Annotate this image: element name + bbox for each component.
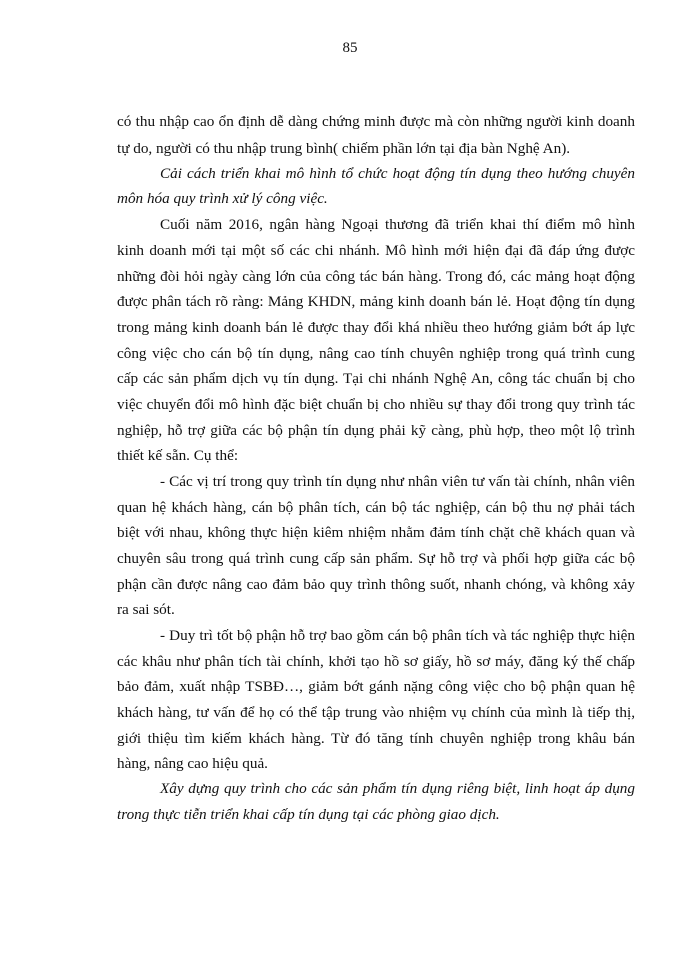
text-line: biệt với nhau, không thực hiện kiêm nhiệm nhằm đảm tính chặt chẽ khách quan và <box>117 524 635 541</box>
text-line: được phân tách rõ ràng: Mảng KHDN, mảng kinh doanh bán lẻ. Hoạt động tín dụng <box>117 293 635 310</box>
text-line: nghiệp, hỗ trợ giữa các bộ phận tín dụng phải kỹ càng, phù hợp, theo một lộ trình <box>117 422 635 439</box>
text-line: những đòi hỏi ngày càng lớn của công tác bán hàng. Trong đó, các mảng hoạt động <box>117 268 635 285</box>
text-line: giới thiệu tìm kiếm khách hàng. Từ đó tăng tính chuyên nghiệp trong khâu bán <box>117 730 635 747</box>
text-line: có thu nhập cao ổn định dễ dàng chứng minh được mà còn những người kinh doanh <box>117 113 635 130</box>
text-line: ra sai sót. <box>117 601 175 618</box>
text-line: bảo đảm, xuất nhập TSBĐ…, giảm bớt gánh nặng công việc cho bộ phận quan hệ <box>117 678 635 695</box>
section-heading-line: trong thực tiễn triển khai cấp tín dụng tại các phòng giao dịch. <box>117 806 500 823</box>
text-line: việc chuyển đổi mô hình đặc biệt chuẩn bị cho nhiều sự thay đổi trong quy trình tác <box>117 396 635 413</box>
text-line: chuyên sâu trong quá trình cung cấp sản phẩm. Sự hỗ trợ và phối hợp giữa các bộ <box>117 550 635 567</box>
text-line: trong mảng kinh doanh bán lẻ được thay đổi khá nhiều theo hướng giảm bớt áp lực <box>117 319 635 336</box>
text-line: - Duy trì tốt bộ phận hỗ trợ bao gồm cán bộ phân tích và tác nghiệp thực hiện <box>160 627 635 644</box>
section-heading-line: Cải cách triển khai mô hình tổ chức hoạt động tín dụng theo hướng chuyên <box>160 165 635 182</box>
text-line: tự do, người có thu nhập trung bình( chiếm phần lớn tại địa bàn Nghệ An). <box>117 140 571 157</box>
text-line: - Các vị trí trong quy trình tín dụng như nhân viên tư vấn tài chính, nhân viên <box>160 473 635 490</box>
text-line: khách hàng, tư vấn để họ có thể tập trung vào nhiệm vụ chính của mình là tiếp thị, <box>117 704 635 721</box>
text-line: phận cần được nâng cao đảm bảo quy trình thông suốt, nhanh chóng, và không xảy <box>117 576 635 593</box>
text-line: hàng, nâng cao hiệu quả. <box>117 755 268 772</box>
section-heading-line: Xây dựng quy trình cho các sản phẩm tín dụng riêng biệt, linh hoạt áp dụng <box>160 780 635 797</box>
text-line: thiết kế sẵn. Cụ thể: <box>117 447 239 464</box>
text-line: Cuối năm 2016, ngân hàng Ngoại thương đã triển khai thí điểm mô hình <box>160 216 635 233</box>
text-line: công việc cho cán bộ tín dụng, nâng cao tính chuyên nghiệp trong quá trình cung <box>117 345 635 362</box>
page-number: 85 <box>342 40 358 56</box>
text-line: các khâu như phân tích tài chính, khởi tạo hồ sơ giấy, hồ sơ máy, đăng ký thế chấp <box>117 653 635 670</box>
text-line: quan hệ khách hàng, cán bộ phân tích, cán bộ tác nghiệp, cán bộ thu nợ phải tách <box>117 499 635 516</box>
text-line: cấp các sản phẩm dịch vụ tín dụng. Tại chi nhánh Nghệ An, công tác chuẩn bị cho <box>117 370 635 387</box>
section-heading-line: môn hóa quy trình xử lý công việc. <box>117 190 328 207</box>
text-line: kinh doanh mới tại một số các chi nhánh. Mô hình mới hiện đại đã đáp ứng được <box>117 242 635 259</box>
